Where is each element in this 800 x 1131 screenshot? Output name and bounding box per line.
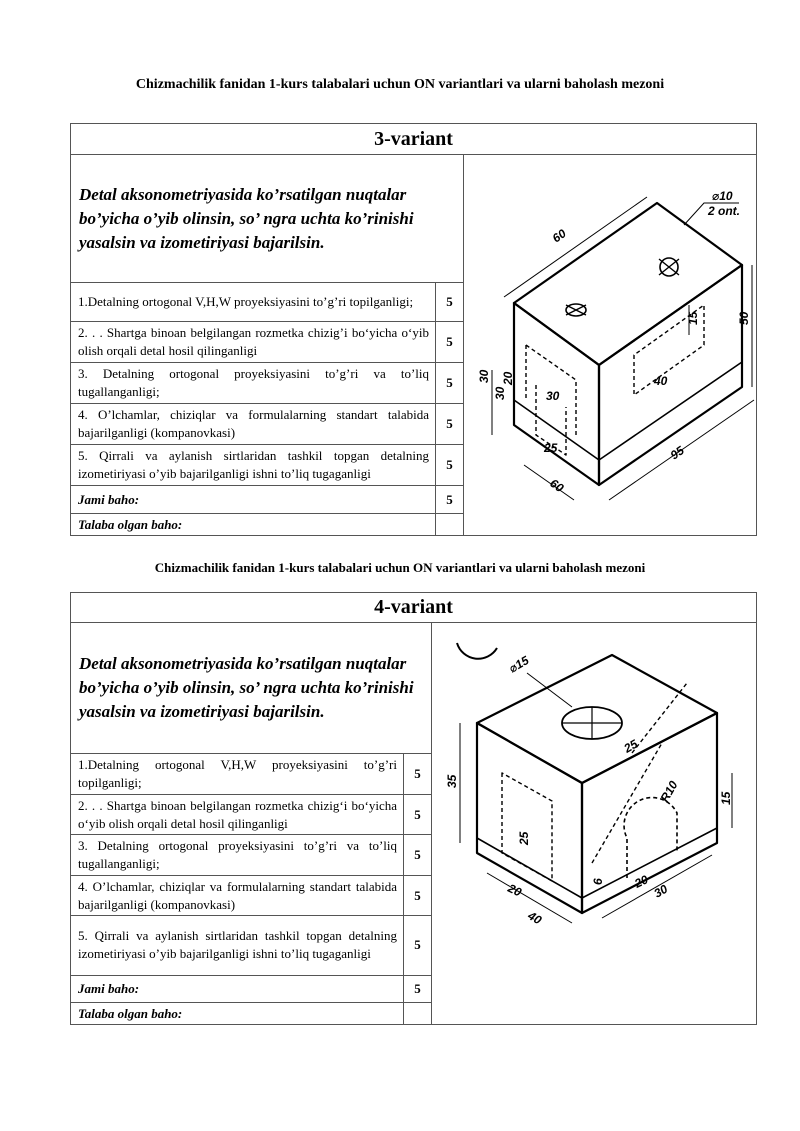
criterion-text: 2. . . Shartga binoan belgilangan rozmetka chizig‘i bo‘yicha o‘yib olish orqali detal hosil qilinganligi bbox=[71, 795, 404, 835]
dim-label: 95 bbox=[667, 443, 687, 463]
criterion-text: 5. Qirrali va aylanish sirtlaridan tashkil topgan detalning izometiriyasi o’yib bajarilganligi ishni to’liq tugaganligi bbox=[71, 916, 404, 975]
criterion-score: 5 bbox=[436, 403, 464, 444]
dim-label: 25 bbox=[544, 441, 558, 455]
criterion-text: 1.Detalning ortogonal V,H,W proyeksiyasini to’g’ri topilganligi; bbox=[71, 283, 436, 322]
criterion-text: 3. Detalning ortogonal proyeksiyasini to’g’ri va to’liq tugallanganligi; bbox=[71, 835, 404, 876]
criterion-score: 5 bbox=[404, 916, 432, 975]
task-description: Detal aksonometriyasida ko’rsatilgan nuqtalar bo’yicha o’yib olinsin, so’ ngra uchta ko’rinishi yasalsin va izometiriyasi bajarilsin. bbox=[71, 623, 432, 754]
total-score: 5 bbox=[404, 975, 432, 1003]
axonometric-drawing bbox=[464, 155, 757, 536]
dim-label: 6 bbox=[591, 878, 605, 885]
dim-label: 25 bbox=[621, 736, 641, 756]
dim-label: 30 bbox=[493, 386, 507, 400]
criterion-score: 5 bbox=[436, 283, 464, 322]
isometric-part-figure bbox=[432, 623, 757, 1019]
criterion-text: 4. O’lchamlar, chiziqlar va formulalarning standart talabida bajarilganligi (kompanovkasi) bbox=[71, 403, 436, 444]
variant-title: 4-variant bbox=[71, 593, 757, 623]
dim-label: 40 bbox=[654, 374, 668, 388]
dim-label: 60 bbox=[549, 226, 569, 246]
dim-label: 20 bbox=[505, 881, 524, 900]
dim-label: 30 bbox=[477, 369, 491, 383]
dim-label: 50 bbox=[737, 311, 751, 325]
criterion-text: 1.Detalning ortogonal V,H,W proyeksiyasini to’g’ri topilganligi; bbox=[71, 754, 404, 795]
dim-label: 20 bbox=[501, 371, 515, 385]
page-heading: Chizmachilik fanidan 1-kurs talabalari uchun ON variantlari va ularni baholash mezoni bbox=[135, 77, 665, 92]
criterion-score: 5 bbox=[436, 322, 464, 362]
criterion-text: 5. Qirrali va aylanish sirtlaridan tashkil topgan detalning izometiriyasi o’yib bajarilganligi ishni to’liq tugaganligi bbox=[71, 445, 436, 486]
student-grade-label: Talaba olgan baho: bbox=[71, 514, 436, 536]
criterion-score: 5 bbox=[436, 362, 464, 403]
total-label: Jami baho: bbox=[71, 975, 404, 1003]
student-grade-value[interactable] bbox=[404, 1003, 432, 1025]
dim-label: 40 bbox=[525, 908, 545, 928]
criterion-text: 3. Detalning ortogonal proyeksiyasini to’g’ri va to’liq tugallanganligi; bbox=[71, 362, 436, 403]
page-heading: Chizmachilik fanidan 1-kurs talabalari uchun ON variantlari va ularni baholash mezoni bbox=[154, 560, 646, 575]
dim-label: 15 bbox=[719, 791, 733, 805]
variant-4-table bbox=[70, 592, 757, 1025]
axonometric-drawing bbox=[432, 623, 757, 1025]
dim-label: 30 bbox=[546, 389, 560, 403]
dim-label: 60 bbox=[547, 475, 567, 496]
criterion-text: 4. O’lchamlar, chiziqlar va formulalarning standart talabida bajarilganligi (kompanovkasi) bbox=[71, 876, 404, 916]
dim-label: ⌀10 bbox=[712, 189, 733, 203]
dim-label: 35 bbox=[445, 774, 459, 788]
criterion-score: 5 bbox=[404, 754, 432, 795]
criterion-score: 5 bbox=[404, 876, 432, 916]
total-score: 5 bbox=[436, 486, 464, 514]
student-grade-label: Talaba olgan baho: bbox=[71, 1003, 404, 1025]
variant-3-table bbox=[70, 123, 757, 536]
dim-label: 25 bbox=[517, 831, 531, 845]
criterion-score: 5 bbox=[404, 835, 432, 876]
dim-label: R10 bbox=[657, 778, 681, 805]
student-grade-value[interactable] bbox=[436, 514, 464, 536]
criterion-score: 5 bbox=[436, 445, 464, 486]
dim-label: 20 bbox=[632, 872, 651, 891]
isometric-part-figure bbox=[464, 155, 757, 530]
dim-label: 2 ont. bbox=[708, 204, 740, 218]
task-description: Detal aksonometriyasida ko’rsatilgan nuqtalar bo’yicha o’yib olinsin, so’ ngra uchta ko’rinishi yasalsin va izometiriyasi bajarilsin. bbox=[71, 155, 464, 283]
criterion-text: 2. . . Shartga binoan belgilangan rozmetka chizig’i bo‘yicha o‘yib olish orqali detal hosil qilinganligi bbox=[71, 322, 436, 362]
dim-label: 30 bbox=[651, 881, 671, 901]
dim-label: ⌀15 bbox=[506, 653, 532, 676]
variant-title: 3-variant bbox=[71, 124, 757, 155]
criterion-score: 5 bbox=[404, 795, 432, 835]
total-label: Jami baho: bbox=[71, 486, 436, 514]
dim-label: 15 bbox=[686, 311, 700, 325]
